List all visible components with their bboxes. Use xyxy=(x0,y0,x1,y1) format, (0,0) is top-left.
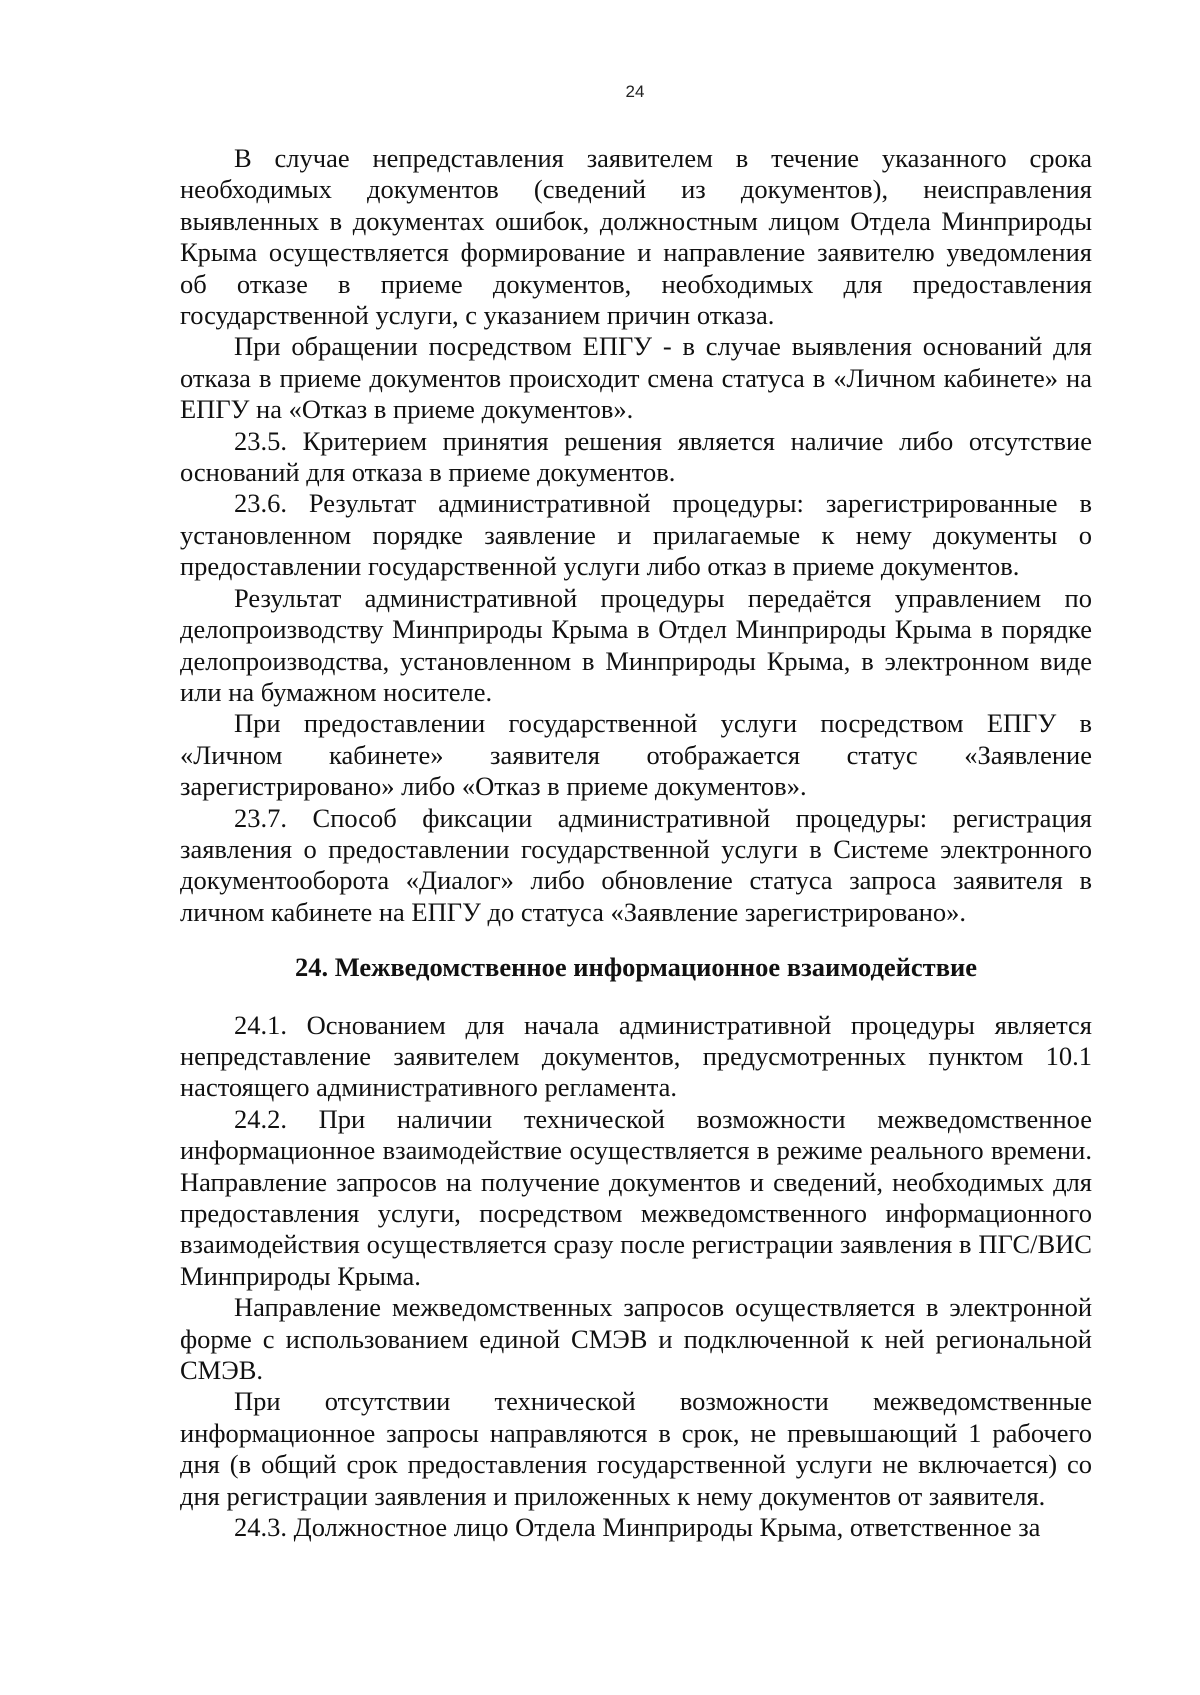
paragraph: При отсутствии технической возможности межведомственные информационное запросы направляются в срок, не превышающий 1 рабочего дня (в общий срок предоставления государственной услуги не включается) со дня регистрации заявления и приложенных к нему документов от заявителя. xyxy=(180,1386,1092,1511)
paragraph: При предоставлении государственной услуги посредством ЕПГУ в «Личном кабинете» заявителя отображается статус «Заявление зарегистрировано» либо «Отказ в приеме документов». xyxy=(180,708,1092,802)
paragraph: В случае непредставления заявителем в течение указанного срока необходимых документов (сведений из документов), неисправления выявленных в документах ошибок, должностным лицом Отдела Минприроды Крыма осуществляется формирование и направление заявителю уведомления об отказе в приеме документов, необходимых для предоставления государственной услуги, с указанием причин отказа. xyxy=(180,143,1092,331)
document-body xyxy=(180,143,1092,1543)
paragraph: 24.3. Должностное лицо Отдела Минприроды Крыма, ответственное за xyxy=(234,1512,1041,1543)
section-heading: 24. Межведомственное информационное взаимодействие xyxy=(294,952,978,983)
paragraph: 24.2. При наличии технической возможности межведомственное информационное взаимодействие осуществляется в режиме реального времени. Направление запросов на получение документов и сведений, необходимых для предоставления услуги, посредством межведомственного информационного взаимодействия осуществляется сразу после регистрации заявления в ПГС/ВИС Минприроды Крыма. xyxy=(180,1103,1092,1291)
paragraph: 23.6. Результат административной процедуры: зарегистрированные в установленном порядке заявление и прилагаемые к нему документы о предоставлении государственной услуги либо отказ в приеме документов. xyxy=(180,488,1092,582)
paragraph: 23.7. Способ фиксации административной процедуры: регистрация заявления о предоставлении государственной услуги в Системе электронного документооборота «Диалог» либо обновление статуса запроса заявителя в личном кабинете на ЕПГУ до статуса «Заявление зарегистрировано». xyxy=(180,802,1092,927)
page-number: 24 xyxy=(625,82,645,101)
paragraph: 24.1. Основанием для начала административной процедуры является непредставление заявителем документов, предусмотренных пунктом 10.1 настоящего административного регламента. xyxy=(180,1009,1092,1103)
paragraph: При обращении посредством ЕПГУ - в случае выявления оснований для отказа в приеме документов происходит смена статуса в «Личном кабинете» на ЕПГУ на «Отказ в приеме документов». xyxy=(180,331,1092,425)
paragraph: Результат административной процедуры передаётся управлением по делопроизводству Минприроды Крыма в Отдел Минприроды Крыма в порядке делопроизводства, установленном в Минприроды Крыма, в электронном виде или на бумажном носителе. xyxy=(180,582,1092,707)
paragraph: 23.5. Критерием принятия решения является наличие либо отсутствие оснований для отказа в приеме документов. xyxy=(180,425,1092,488)
paragraph: Направление межведомственных запросов осуществляется в электронной форме с использованием единой СМЭВ и подключенной к ней региональной СМЭВ. xyxy=(180,1292,1092,1386)
